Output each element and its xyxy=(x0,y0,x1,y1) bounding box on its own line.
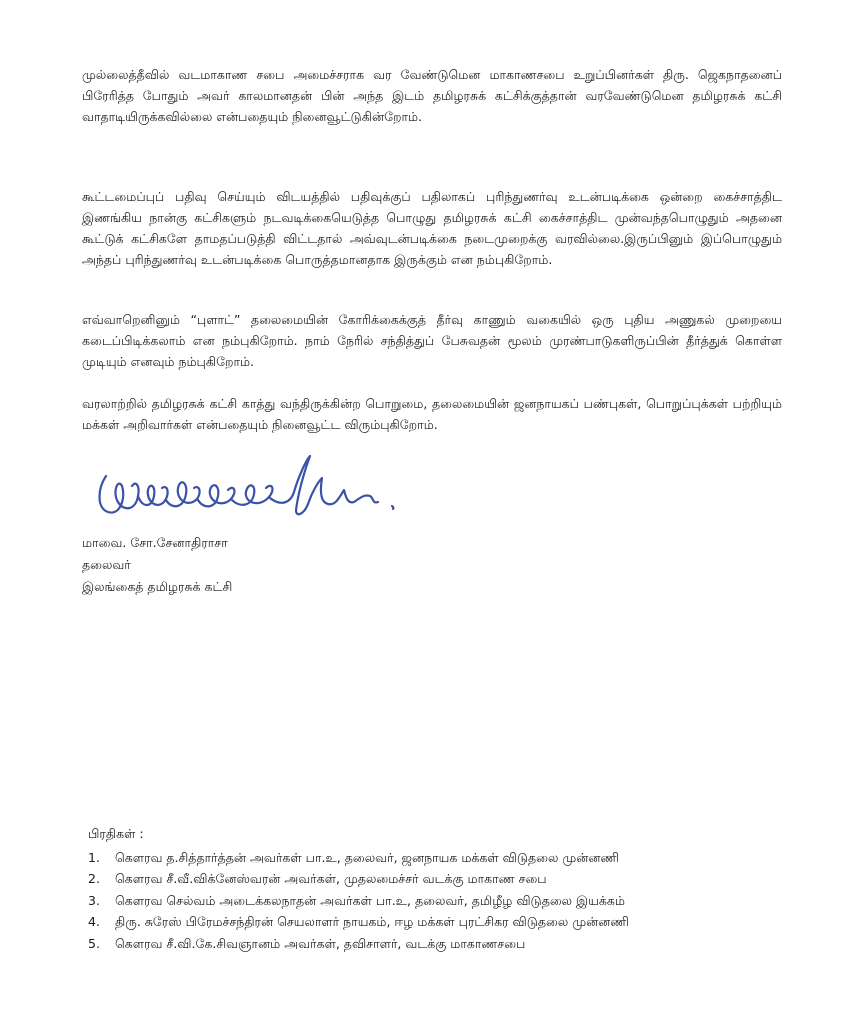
copies-list-item xyxy=(88,847,629,869)
list-item-number: 5. xyxy=(88,935,100,951)
list-item-number: 4. xyxy=(88,914,100,929)
signatory-title: தலைவர் xyxy=(82,557,131,572)
list-item-text: கௌரவ சீ.வீ.விக்னேஸ்வரன் அவர்கள், முதலமைச்சர் வடக்கு மாகாண சபை xyxy=(115,871,547,886)
list-item-text: கௌரவ த.சித்தார்த்தன் அவர்கள் பா.உ, தலைவர், ஜனநாயக மக்கள் விடுதலை முன்னணி xyxy=(115,849,620,865)
signatory-name: மாவை. சோ.சேனாதிராசா xyxy=(82,535,228,550)
list-item-text: கௌரவ செல்வம் அடைக்கலநாதன் அவர்கள் பா.உ, தலைவர், தமிழீழ விடுதலை இயக்கம் xyxy=(115,892,625,908)
list-item-text: கௌரவ சீ.வி.கே.சிவஞானம் அவர்கள், தவிசாளர், வடக்கு மாகாணசபை xyxy=(115,935,526,951)
list-item-number: 2. xyxy=(88,871,100,886)
signatory-block xyxy=(82,532,232,598)
signatory-party: இலங்கைத் தமிழரசுக் கட்சி xyxy=(82,579,233,594)
list-item-text: திரு. சுரேஸ் பிரேமச்சந்திரன் செயலாளர் நாயகம், ஈழ மக்கள் புரட்சிகர விடுதலை முன்னணி xyxy=(115,914,629,929)
handwritten-signature xyxy=(92,448,402,528)
copies-list xyxy=(88,847,629,955)
body-paragraph-4: வரலாற்றில் தமிழரசுக் கட்சி காத்து வந்திருக்கின்ற பொறுமை, தலைமையின் ஜனநாயகப் பண்புகள், பொறுப்புக்கள் பற்றியும் மக்கள் அறிவார்கள் என்பதையும் நினைவூட்ட விரும்புகிறோம். xyxy=(82,396,782,432)
copies-section xyxy=(88,823,629,954)
body-paragraph-2: கூட்டமைப்புப் பதிவு செய்யும் விடயத்தில் பதிவுக்குப் பதிலாகப் புரிந்துணர்வு உடன்படிக்கை ஒன்றை கைச்சாத்திட இணங்கிய நான்கு கட்சிகளும் நடவடிக்கையெடுத்த பொழுது தமிழரசுக் கட்சி கைச்சாத்திட முன்வந்தபொழுதும் அதனை கூட்டுக் கட்சிகளே தாமதப்படுத்தி விட்டதால் அவ்வுடன்படிக்கை நடைமுறைக்கு வரவில்லை.இருப்பினும் இப்பொழுதும் அந்தப் புரிந்துணர்வு உடன்படிக்கை பொருத்தமானதாக இருக்கும் என நம்புகிறோம். xyxy=(82,189,782,267)
list-item-number: 1. xyxy=(88,849,100,865)
copies-list-item xyxy=(88,911,629,933)
body-paragraph-1: முல்லைத்தீவில் வடமாகாண சபை அமைச்சராக வர வேண்டுமென மாகாணசபை உறுப்பினர்கள் திரு. ஜெகநாதனைப் பிரேரித்த போதும் அவர் காலமானதன் பின் அந்த இடம் தமிழரசுக் கட்சிக்குத்தான் வரவேண்டுமென தமிழரசுக் கட்சி வாதாடியிருக்கவில்லை என்பதையும் நினைவூட்டுகின்றோம். xyxy=(82,67,782,124)
copies-list-item xyxy=(88,868,629,890)
copies-heading: பிரதிகள் : xyxy=(88,826,144,841)
body-paragraph-3: எவ்வாறெனினும் “புளாட்” தலைமையின் கோரிக்கைக்குத் தீர்வு காணும் வகையில் ஒரு புதிய அணுகல் முறையை கடைப்பிடிக்கலாம் என நம்புகிறோம். நாம் நேரில் சந்தித்துப் பேசுவதன் மூலம் முரண்பாடுகளிருப்பின் தீர்த்துக் கொள்ள முடியும் எனவும் நம்புகிறோம். xyxy=(82,312,782,369)
copies-list-item xyxy=(88,933,629,955)
list-item-number: 3. xyxy=(88,892,100,908)
copies-list-item xyxy=(88,890,629,912)
